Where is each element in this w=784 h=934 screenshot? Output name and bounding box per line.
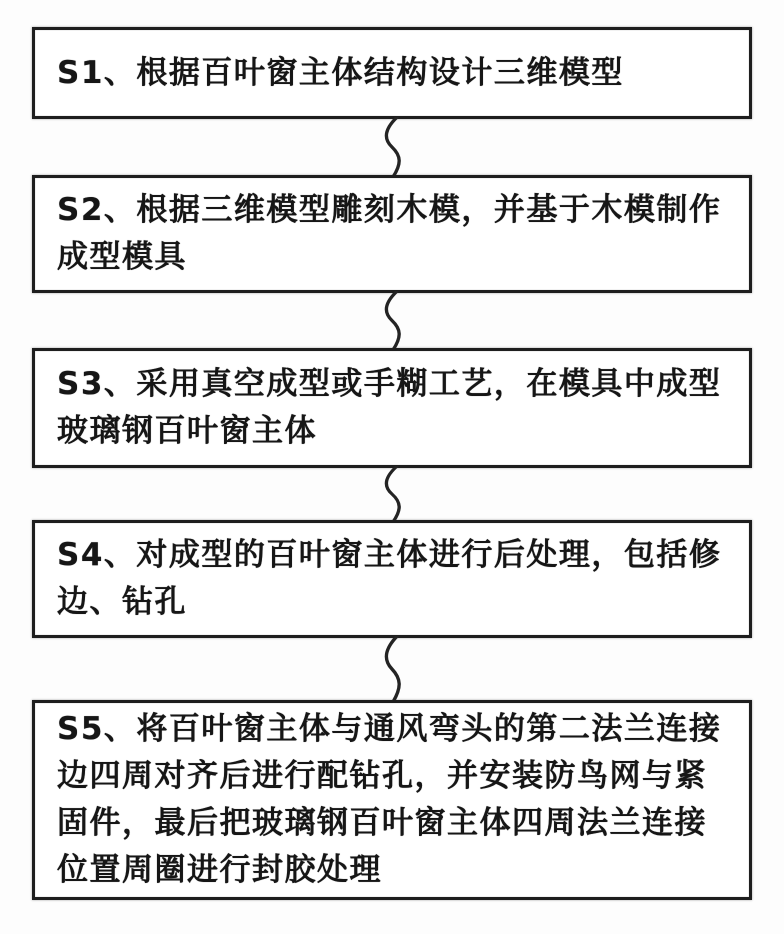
- step-box-s2: [32, 175, 752, 293]
- step-box-s1: [32, 27, 752, 119]
- step-text-s2: S2、根据三维模型雕刻木模，并基于木模制作成型模具: [57, 192, 722, 275]
- step-text-s5: S5、将百叶窗主体与通风弯头的第二法兰连接边四周对齐后进行配钻孔，并安装防鸟网与紧固件，最后把玻璃钢百叶窗主体四周法兰连接位置周圈进行封胶处理: [57, 711, 722, 888]
- squiggle-connector-icon: [372, 117, 414, 177]
- step-text-s1: S1、根据百叶窗主体结构设计三维模型: [57, 54, 624, 91]
- squiggle-connector-icon: [372, 636, 414, 702]
- step-text-s3: S3、采用真空成型或手糊工艺，在模具中成型玻璃钢百叶窗主体: [57, 366, 722, 449]
- squiggle-connector-icon: [372, 466, 414, 522]
- step-box-s4: [32, 520, 752, 638]
- squiggle-connector-icon: [372, 291, 414, 350]
- step-text-s4: S4、对成型的百叶窗主体进行后处理，包括修边、钻孔: [57, 537, 722, 620]
- step-box-s3: [32, 348, 752, 468]
- step-box-s5: [32, 700, 752, 900]
